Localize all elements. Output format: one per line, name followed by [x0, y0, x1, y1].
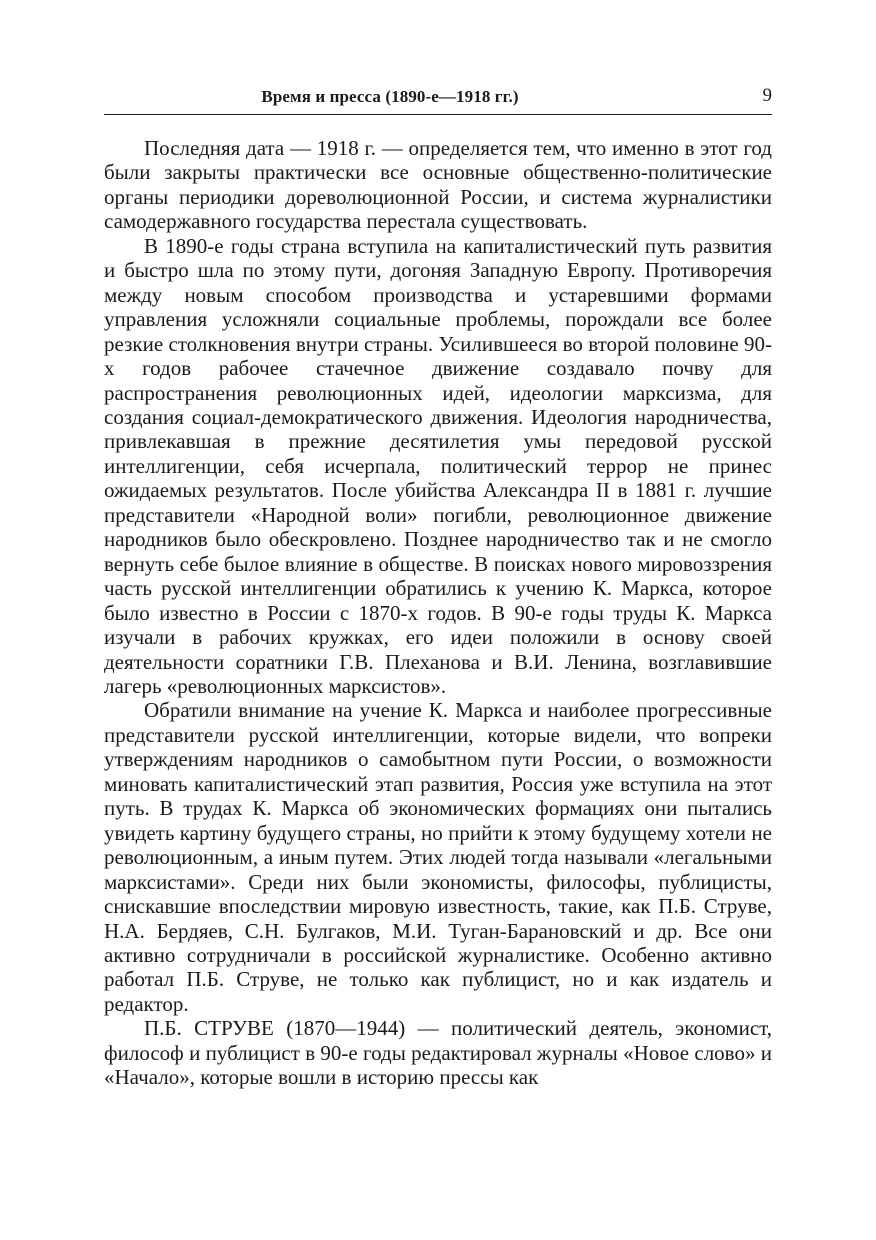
- page-number: 9: [762, 85, 772, 106]
- running-header: [104, 84, 772, 115]
- body-text: [104, 136, 772, 1090]
- paragraph: В 1890-е годы страна вступила на капиталистический путь развития и быстро шла по этому пути, догоняя Западную Европу. Противоречия между новым способом производства и устаревшими формами управления усложняли социальные проблемы, порождали все более резкие столкновения внутри страны. Усилившееся во второй половине 90-х годов рабочее стачечное движение создавало почву для распространения революционных идей, идеологии марксизма, для создания социал-демократического движения. Идеология народничества, привлекавшая в прежние десятилетия умы передовой русской интеллигенции, себя исчерпала, политический террор не принес ожидаемых результатов. После убийства Александра II в 1881 г. лучшие представители «Народной воли» погибли, революционное движение народников было обескровлено. Позднее народничество так и не смогло вернуть себе былое влияние в обществе. В поисках нового мировоззрения часть русской интеллигенции обратились к учению К. Маркса, которое было известно в России с 1870-х годов. В 90-е годы труды К. Маркса изучали в рабочих кружках, его идеи положили в основу своей деятельности соратники Г.В. Плеханова и В.И. Ленина, возглавившие лагерь «революционных марксистов».: [104, 233, 772, 698]
- paragraph: П.Б. СТРУВЕ (1870—1944) — политический деятель, экономист, философ и публицист в 90-е годы редактировал журналы «Новое слово» и «Начало», которые вошли в историю прессы как: [104, 1016, 772, 1090]
- paragraph: Последняя дата — 1918 г. — определяется тем, что именно в этот год были закрыты практически все основные общественно-политические органы периодики дореволюционной России, и система журналистики самодержавного государства перестала существовать.: [104, 136, 772, 234]
- paragraph: Обратили внимание на учение К. Маркса и наиболее прогрессивные представители русской интеллигенции, которые видели, что вопреки утверждениям народников о самобытном пути России, о возможности миновать капиталистический этап развития, Россия уже вступила на этот путь. В трудах К. Маркса об экономических формациях они пытались увидеть картину будущего страны, но прийти к этому будущему хотели не революционным, а иным путем. Этих людей тогда называли «легальными марксистами». Среди них были экономисты, философы, публицисты, снискавшие впоследствии мировую известность, такие, как П.Б. Струве, Н.А. Бердяев, С.Н. Булгаков, М.И. Туган-Барановский и др. Все они активно сотрудничали в российской журналистике. Особенно активно работал П.Б. Струве, не только как публицист, но и как издатель и редактор.: [104, 698, 772, 1016]
- running-title: Время и пресса (1890-е—1918 гг.): [261, 87, 519, 106]
